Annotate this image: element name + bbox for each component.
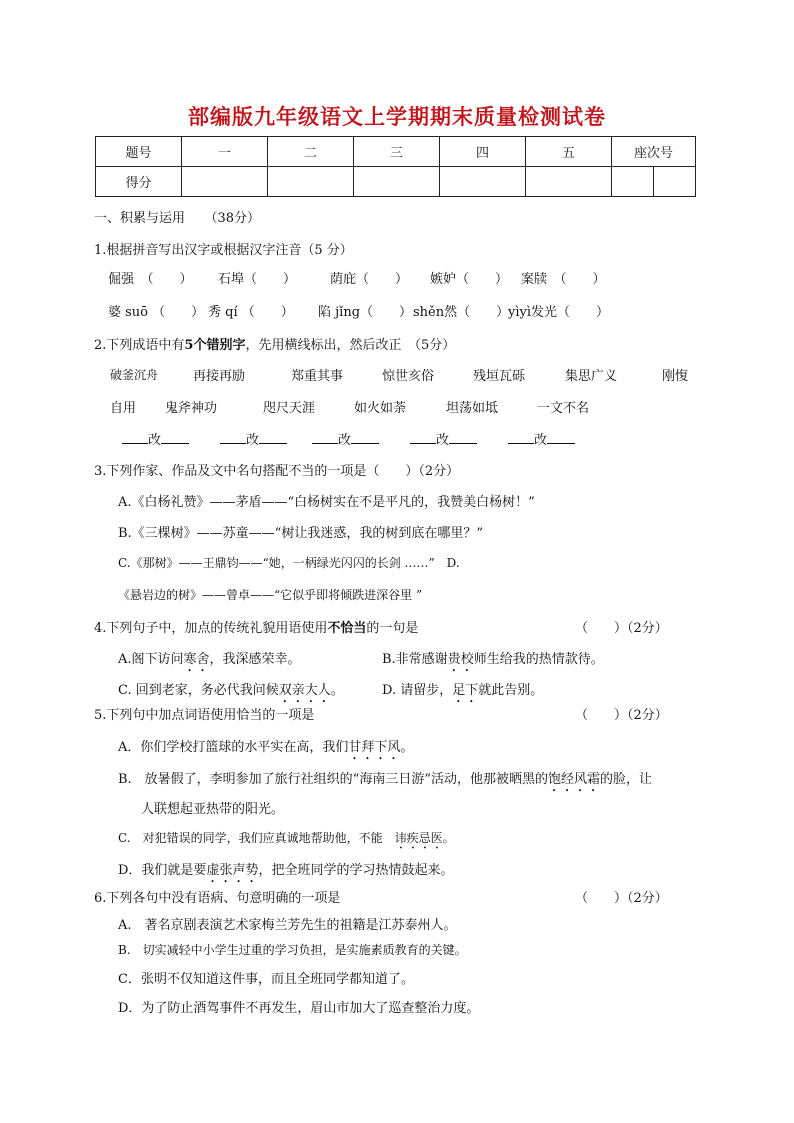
score-cell[interactable] xyxy=(268,167,354,197)
q2-idiom: 惊世亥俗 xyxy=(382,369,435,384)
q2-idiom: 咫尺天涯 xyxy=(263,401,316,416)
q1-item: shěn然（ ） xyxy=(413,305,510,320)
q4-answer-paren: （ ）（2分） xyxy=(575,621,668,636)
q1-item: 荫庇（ ） xyxy=(330,272,409,287)
gai-label: 改 xyxy=(436,433,450,448)
q1-item: 石埠（ ） xyxy=(218,272,297,287)
q3-option-d: 《悬岩边的树》——曾卓——“它似乎即将倾跌进深谷里 ” xyxy=(118,588,423,602)
q3-option-a: A.《白杨礼赞》——茅盾——“白杨树实在不是平凡的，我赞美白杨树！” xyxy=(118,495,535,510)
correction-blank[interactable] xyxy=(220,429,287,448)
gai-label: 改 xyxy=(148,433,162,448)
q1-item: 倔强 （ ） xyxy=(108,272,193,287)
correction-blank[interactable] xyxy=(122,429,189,448)
q5-option-b-line1: B. 放暑假了，李明参加了旅行社组织的“海南三日游”活动，他那被晒黑的饱经风霜的脸，让 xyxy=(118,772,653,787)
q2-idiom: 郑重其事 xyxy=(291,369,344,384)
q4-option-d: D. 请留步，足下就此告别。 xyxy=(382,683,544,698)
q2-idiom: 集思广义 xyxy=(565,369,618,384)
score-table-header-row xyxy=(96,137,696,167)
section-heading: 一、积累与运用 （38分） xyxy=(94,211,261,226)
score-cell[interactable] xyxy=(182,167,268,197)
q2-idiom: 残垣瓦砾 xyxy=(473,369,526,384)
q6-option-b: B. 切实减轻中小学生过重的学习负担，是实施素质教育的关键。 xyxy=(118,943,467,957)
q1-item: 案牍 （ ） xyxy=(521,272,606,287)
header-cell: 一 xyxy=(182,137,268,167)
q6-option-a: A. 著名京剧表演艺术家梅兰芳先生的祖籍是江苏泰州人。 xyxy=(118,918,457,933)
q3-option-c: C.《那树》——王鼎钧——“她，一柄绿光闪闪的长剑 ……” D. xyxy=(118,556,460,570)
gai-label: 改 xyxy=(338,433,352,448)
q1-item: 婆 suō （ ） xyxy=(108,305,205,320)
header-cell: 座次号 xyxy=(612,137,696,167)
header-cell: 二 xyxy=(268,137,354,167)
q6-option-d: D．为了防止酒驾事件不再发生，眉山市加大了巡查整治力度。 xyxy=(118,1001,480,1016)
q5-option-c: C. 对犯错误的同学，我们应真诚地帮助他，不能 讳疾忌医。 xyxy=(118,831,455,845)
q2-idiom: 再接再励 xyxy=(193,369,246,384)
header-cell: 五 xyxy=(526,137,612,167)
question-3-stem: 3.下列作家、作品及文中名句搭配不当的一项是（ ）（2分） xyxy=(94,464,460,479)
score-cell[interactable] xyxy=(526,167,612,197)
header-cell: 三 xyxy=(354,137,440,167)
correction-blank[interactable] xyxy=(410,429,477,448)
q1-item: yìyì发光（ ） xyxy=(508,305,610,320)
q2-idiom: 一文不名 xyxy=(537,401,590,416)
question-1-stem: 1.根据拼音写出汉字或根据汉字注音（5 分） xyxy=(94,243,353,258)
score-cell[interactable] xyxy=(440,167,526,197)
q2-idiom: 如火如荼 xyxy=(354,401,407,416)
q4-stem-bold: 不恰当 xyxy=(327,621,367,636)
q3-option-b: B.《三棵树》——苏童——“树让我迷惑，我的树到底在哪里？” xyxy=(118,526,483,541)
question-4-stem xyxy=(94,617,418,636)
q1-item: 嫉妒（ ） xyxy=(430,272,509,287)
question-5-stem: 5.下列句中加点词语使用恰当的一项是 xyxy=(94,708,315,723)
q4-option-b: B.非常感谢贵校师生给我的热情款待。 xyxy=(382,652,604,667)
q2-idiom: 鬼斧神功 xyxy=(165,401,218,416)
q2-stem-text: ，先用横线标出，然后改正 （5分） xyxy=(245,338,456,353)
gai-label: 改 xyxy=(534,433,548,448)
q2-idiom: 自用 xyxy=(110,401,137,416)
q2-stem-text: 2.下列成语中有 xyxy=(94,338,185,353)
question-6-stem: 6.下列各句中没有语病、句意明确的一项是 xyxy=(94,891,341,906)
q4-stem-text: 4.下列句子中，加点的传统礼貌用语使用 xyxy=(94,621,328,636)
header-cell: 题号 xyxy=(96,137,182,167)
q2-stem-bold: 5个错别字 xyxy=(184,338,246,353)
q5-option-b-line2: 人联想起亚热带的阳光。 xyxy=(141,802,285,817)
q4-option-a: A.阁下访问寒舍，我深感荣幸。 xyxy=(118,652,301,667)
q5-option-d: D．我们就是要虚张声势，把全班同学的学习热情鼓起来。 xyxy=(118,863,454,878)
q2-idiom: 坦荡如坻 xyxy=(446,401,499,416)
score-cell[interactable] xyxy=(354,167,440,197)
q6-option-c: C．张明不仅知道这件事，而且全班同学都知道了。 xyxy=(118,972,414,987)
q2-idiom: 破釜沉舟 xyxy=(110,368,159,382)
seat-cell[interactable] xyxy=(612,167,654,197)
header-cell: 四 xyxy=(440,137,526,167)
score-table xyxy=(95,136,696,197)
q5-answer-paren: （ ）（2分） xyxy=(575,708,668,723)
seat-cell[interactable] xyxy=(654,167,696,197)
q2-idiom: 刚愎 xyxy=(662,369,689,384)
correction-blank[interactable] xyxy=(508,429,575,448)
score-label-cell: 得分 xyxy=(96,167,182,197)
q4-stem-text: 的一句是 xyxy=(366,621,419,636)
q1-item: 陷 jǐng（ ） xyxy=(318,305,413,320)
correction-blank[interactable] xyxy=(312,429,379,448)
q5-option-a: A．你们学校打篮球的水平实在高，我们甘拜下风。 xyxy=(118,740,414,755)
q4-option-c: C. 回到老家，务必代我问候双亲大人。 xyxy=(118,683,344,698)
score-table-score-row xyxy=(96,167,696,197)
gai-label: 改 xyxy=(246,433,260,448)
q6-answer-paren: （ ）（2分） xyxy=(575,891,668,906)
question-2-stem xyxy=(94,334,455,353)
q1-item: 秀 qí （ ） xyxy=(208,305,294,320)
page-title: 部编版九年级语文上学期期末质量检测试卷 xyxy=(188,104,606,129)
